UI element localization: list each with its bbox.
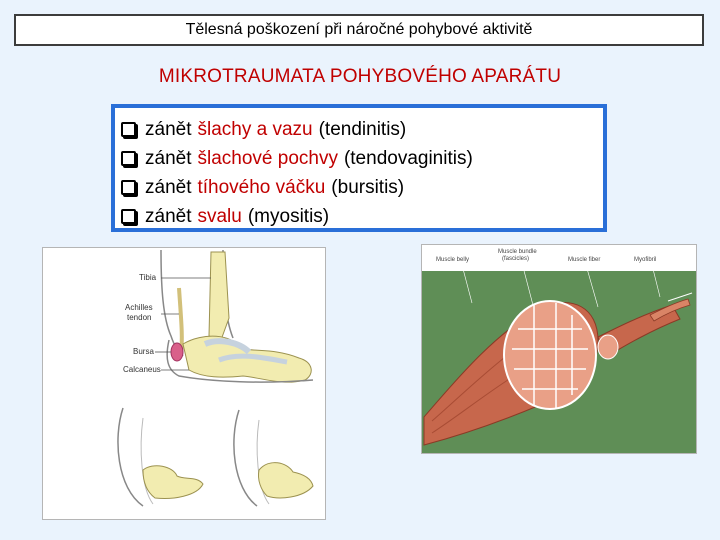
label-fascicles: (fascicles) bbox=[502, 256, 530, 262]
label-muscle-fiber: Muscle fiber bbox=[568, 257, 601, 263]
label-myofibril: Myofibril bbox=[634, 257, 657, 263]
list-item bbox=[121, 173, 603, 202]
list-item-target: šlachy a vazu bbox=[197, 118, 313, 140]
ankle-bursa-illustration bbox=[42, 247, 326, 520]
list-item-target: svalu bbox=[197, 205, 242, 227]
checkbox-bullet-icon bbox=[121, 151, 136, 166]
list-item-term: zánět bbox=[145, 205, 192, 227]
muscle-drawing bbox=[422, 245, 696, 453]
muscle-structure-illustration bbox=[421, 244, 697, 454]
condition-list-box bbox=[111, 104, 607, 232]
slide-title: Tělesná poškození při náročné pohybové aktivitě bbox=[185, 21, 533, 38]
slide-title-box bbox=[14, 14, 704, 46]
checkbox-bullet-icon bbox=[121, 122, 136, 137]
list-item-target: šlachové pochvy bbox=[197, 147, 338, 169]
label-muscle-bundle: Muscle bundle bbox=[498, 249, 537, 255]
list-item-term: zánět bbox=[145, 176, 192, 198]
label-tendon: tendon bbox=[127, 313, 152, 322]
list-item-latin: (myositis) bbox=[247, 205, 330, 227]
list-item-latin: (bursitis) bbox=[331, 176, 405, 198]
checkbox-bullet-icon bbox=[121, 180, 136, 195]
list-item-latin: (tendovaginitis) bbox=[343, 147, 473, 169]
section-heading: MIKROTRAUMATA POHYBOVÉHO APARÁTU bbox=[158, 66, 562, 87]
list-item bbox=[121, 202, 603, 231]
list-item bbox=[121, 115, 603, 144]
label-tibia: Tibia bbox=[139, 273, 157, 282]
list-item-target: tíhového váčku bbox=[197, 176, 326, 198]
label-calcaneus: Calcaneus bbox=[123, 365, 161, 374]
list-item-latin: (tendinitis) bbox=[318, 118, 407, 140]
label-bursa: Bursa bbox=[133, 347, 154, 356]
label-achilles: Achilles bbox=[125, 303, 153, 312]
checkbox-bullet-icon bbox=[121, 209, 136, 224]
list-item-term: zánět bbox=[145, 147, 192, 169]
list-item-term: zánět bbox=[145, 118, 192, 140]
label-muscle-belly: Muscle belly bbox=[436, 257, 470, 263]
list-item bbox=[121, 144, 603, 173]
ankle-drawing bbox=[43, 248, 325, 519]
